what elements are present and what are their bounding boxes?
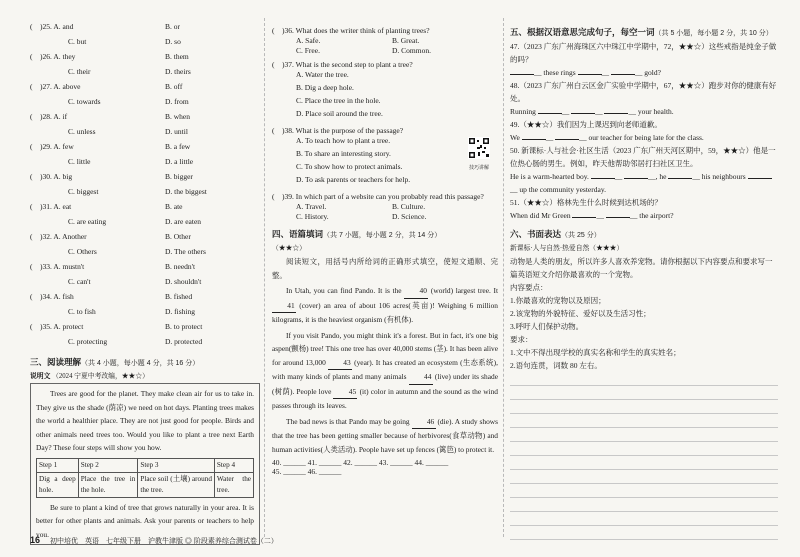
option[interactable]: A. Water the tree. xyxy=(296,70,349,79)
translation-line: 51.（★★☆）格林先生什么时候到达机场的？ xyxy=(510,198,662,207)
option-row[interactable]: ( )33. A. mustn't B. needn't xyxy=(30,262,196,271)
option[interactable]: D. Place soil around the tree. xyxy=(296,109,383,118)
writing-line[interactable] xyxy=(510,428,778,442)
option[interactable]: A. To teach how to plant a tree. xyxy=(296,136,391,145)
right-column xyxy=(510,22,778,540)
footer-title: 初中培优 英语 七年级下册 沪教牛津版 ◎ 阶段素养综合测试卷（二） xyxy=(49,538,278,545)
prompt-line: 1.文中不得出现学校的真实名称和学生的真实姓名； xyxy=(510,348,681,357)
option[interactable]: C. Place the tree in the hole. xyxy=(296,96,381,105)
option-row[interactable]: ( )34. A. fish B. fished xyxy=(30,292,193,301)
translation-line: When did Mr Green __ __ the airport? xyxy=(510,211,674,220)
translation-line: We __ __ our teacher for being late for the class. xyxy=(510,133,704,142)
writing-line[interactable] xyxy=(510,498,778,512)
column-divider xyxy=(264,18,265,537)
writing-line[interactable] xyxy=(510,526,778,540)
option-row[interactable]: A. Safe. B. Great. xyxy=(296,36,420,45)
writing-tag: 新课标·人与自然·热爱自然（★★★） xyxy=(510,245,624,252)
prompt-line: 2.该宠物的外貌特征、爱好以及生活习性； xyxy=(510,309,651,318)
question-stem: ( )39. In which part of a website can you probably read this passage? xyxy=(272,192,484,201)
writing-line[interactable] xyxy=(510,442,778,456)
writing-line[interactable] xyxy=(510,470,778,484)
option-row[interactable]: C. Others D. The others xyxy=(68,247,206,256)
option-row[interactable]: ( )29. A. few B. a few xyxy=(30,142,191,151)
qr-code-icon[interactable]: 技巧讲解 xyxy=(468,137,490,159)
option-row[interactable]: C. Free. D. Common. xyxy=(296,46,431,55)
writing-line[interactable] xyxy=(510,386,778,400)
option[interactable]: B. Dig a deep hole. xyxy=(296,83,354,92)
writing-line[interactable] xyxy=(510,400,778,414)
option-row[interactable]: ( )35. A. protect B. to protect xyxy=(30,322,203,331)
translation-line: 49.（★★☆）我们因为上课迟到向老师道歉。 xyxy=(510,120,662,129)
prompt-line: 2.语句连贯，词数 80 左右。 xyxy=(510,361,602,370)
cloze-section-title: 四、语篇填词（共 7 小题，每小题 2 分，共 14 分） xyxy=(272,229,442,239)
option-row[interactable]: ( )28. A. if B. when xyxy=(30,112,190,121)
writing-section-title: 六、书面表达（共 25 分） xyxy=(510,229,601,239)
reading-source-tag: 说明文 （2024 宁夏中考改编，★★☆） xyxy=(30,373,149,380)
option-row[interactable]: C. can't D. shouldn't xyxy=(68,277,202,286)
passage-paragraph: If you visit Pando, you might think it's a forest. But in fact, it's one big aspen(颤杨) tree! This one tree has over 40,000 stems (茎). It has been alive for around 13,000 43 (year). It has created an ecosystem (生态系统), with many kinds of plants and many animals 44 (live) under its shade (树荫). People love 45 (it) color in autumn and the sound as the wind passes through its leaves. xyxy=(272,330,498,410)
prompt-line: 动物是人类的朋友，所以许多人喜欢养宠物。请你根据以下内容要点和要求写一篇英语短文介绍你最喜欢的一个宠物。 xyxy=(510,257,773,279)
question-stem: ( )38. What is the purpose of the passage? xyxy=(272,126,404,135)
option-row[interactable]: C. biggest D. the biggest xyxy=(68,187,207,196)
translation-line: Running __ __ __ your health. xyxy=(510,107,674,116)
option-row[interactable]: C. little D. a little xyxy=(68,157,194,166)
translation-line: 47.（2023 广东广州海珠区六中珠江中学期中，72，★★☆）这些戒指是纯金子做的吗？ xyxy=(510,42,777,64)
writing-line[interactable] xyxy=(510,372,778,386)
cloze-options xyxy=(30,22,260,352)
translation-line: 50. 新课标·人与社会·社区生活（2023 广东广州天河区期中，59，★★☆）他是一位热心肠的男生。例如，昨天他帮助邻居打扫社区卫生。 xyxy=(510,146,776,168)
writing-line[interactable] xyxy=(510,414,778,428)
writing-line[interactable] xyxy=(510,512,778,526)
page-footer xyxy=(30,535,278,546)
prompt-line: 3.呼吁人们保护动物。 xyxy=(510,322,584,331)
option-row[interactable]: C. History. D. Science. xyxy=(296,212,427,221)
option-row[interactable]: ( )25. A. and B. or xyxy=(30,22,180,31)
prompt-line: 1.你最喜欢的宠物以及原因； xyxy=(510,296,606,305)
writing-prompt xyxy=(510,255,778,372)
cloze-difficulty: （★★☆） xyxy=(272,245,306,252)
option-row[interactable]: ( )32. A. Another B. Other xyxy=(30,232,191,241)
left-column xyxy=(30,22,260,545)
writing-line[interactable] xyxy=(510,484,778,498)
option-row[interactable]: C. towards D. from xyxy=(68,97,189,106)
translation-line: __ these rings __ __ gold? xyxy=(510,66,778,79)
option-row[interactable]: ( )27. A. above B. off xyxy=(30,82,183,91)
cloze-passage xyxy=(272,284,498,456)
option-row[interactable]: C. to fish D. fishing xyxy=(68,307,195,316)
steps-table: Step 1 Step 2 Step 3 Step 4 Dig a deep hole. Place the tree in the hole. Place soil (土壤) around the tree. Water the tree. xyxy=(36,458,254,498)
reading-passage: Trees are good for the planet. They make clean air for us to take in. They give us the shade (荫凉) we need on hot days. Planting trees makes the world a healthier place. They are not just good for people. Birds and other animals need trees too. Would you like to plant a tree next Earth Day? These four steps will show you how. Step 1 Step 2 Step 3 Step 4 Dig a deep hole. Place the tree in the hole. Place soil (土壤) around the tree. Water the tree. Be sure to plant a kind of tree that grows naturally in your area. It is better for other plants and animals. Ask your parents or teachers to help you. xyxy=(30,383,260,545)
reading-questions xyxy=(272,26,498,222)
cloze-answer-row[interactable]: 40. ______ 41. ______ 42. ______ 43. ______ 44. ______ xyxy=(272,458,449,467)
prompt-line: 内容要点： xyxy=(510,283,548,292)
writing-line[interactable] xyxy=(510,456,778,470)
passage-paragraph: In Utah, you can find Pando. It is the 40 (world) largest tree. It 41 (cover) an area of about 106 acres(英亩)! Weighing 6 million kilograms, it is the heaviest organism (有机体). xyxy=(272,286,499,324)
option-row[interactable]: ( )26. A. they B. them xyxy=(30,52,189,61)
translation-line: He is a warm-hearted boy. __ __, he __ his neighbours __ up the community yesterday. xyxy=(510,170,778,196)
option-row[interactable]: C. their D. theirs xyxy=(68,67,191,76)
option[interactable]: D. To ask parents or teachers for help. xyxy=(296,175,411,184)
translation-line: 48.（2023 广东广州白云区金广实验中学期中，67，★★☆）跑步对你的健康有好处。 xyxy=(510,81,777,103)
translation-items xyxy=(510,40,778,222)
option-row[interactable]: ( )30. A. big B. bigger xyxy=(30,172,193,181)
translation-section-title: 五、根据汉语意思完成句子，每空一词（共 5 小题，每小题 2 分，共 10 分） xyxy=(510,27,773,37)
writing-area[interactable] xyxy=(510,372,778,540)
cloze-instructions: 阅读短文，用括号内所给词的正确形式填空，使短文通顺、完整。 xyxy=(272,257,498,280)
reading-section-title: 三、阅读理解（共 4 小题，每小题 4 分，共 16 分） xyxy=(30,357,200,367)
option-row[interactable]: C. unless D. until xyxy=(68,127,188,136)
option-row[interactable]: C. protecting D. protected xyxy=(68,337,203,346)
question-stem: ( )37. What is the second step to plant a tree? xyxy=(272,60,413,69)
option[interactable]: C. To show how to protect animals. xyxy=(296,162,403,171)
page-number: 16 xyxy=(30,535,41,545)
column-divider xyxy=(503,18,504,537)
passage-paragraph: The bad news is that Pando may be going 46 (die). A study shows that the tree has been getting smaller because of herbivores(食草动物) and human activities(人类活动). People have set up fences (篱笆) to protect it. xyxy=(272,416,498,454)
option-row[interactable]: C. but D. so xyxy=(68,37,181,46)
option-row[interactable]: ( )31. A. eat B. ate xyxy=(30,202,183,211)
middle-column xyxy=(272,22,498,476)
question-stem: ( )36. What does the writer think of planting trees? xyxy=(272,26,430,35)
cloze-answer-row[interactable]: 45. ______ 46. ______ xyxy=(272,467,342,476)
option-row[interactable]: C. are eating D. are eaten xyxy=(68,217,202,226)
prompt-line: 要求： xyxy=(510,335,533,344)
option-row[interactable]: A. Travel. B. Culture. xyxy=(296,202,426,211)
option[interactable]: B. To share an interesting story. xyxy=(296,149,391,158)
